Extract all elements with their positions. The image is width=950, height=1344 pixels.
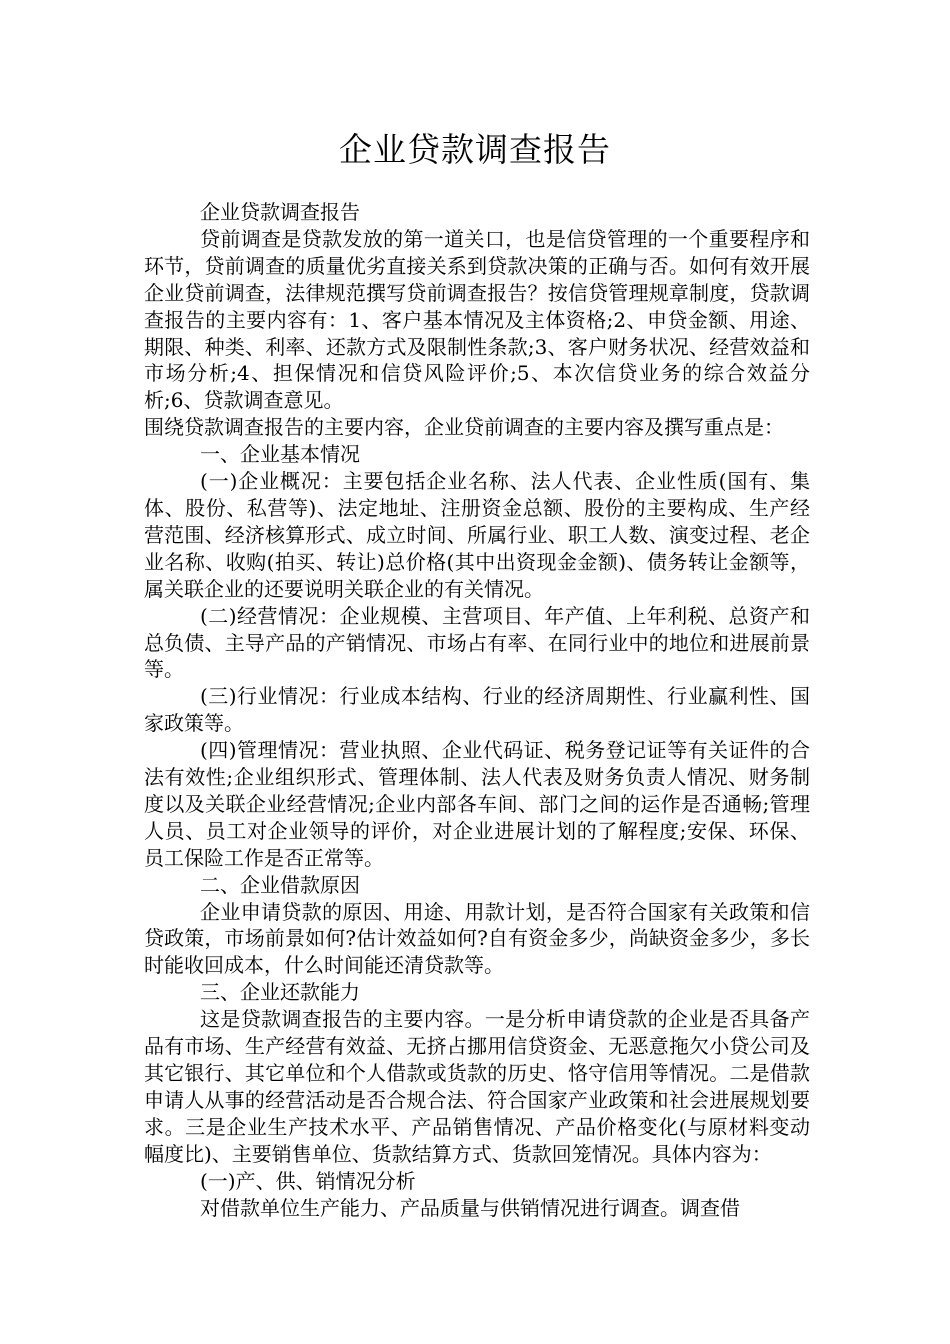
- paragraph: (三)行业情况：行业成本结构、行业的经济周期性、行业赢利性、国家政策等。: [144, 684, 810, 736]
- paragraph: (一)企业概况：主要包括企业名称、法人代表、企业性质(国有、集体、股份、私营等)、法定地址、注册资金总额、股份的主要构成、生产经营范围、经济核算形式、成立时间、所属行业、职工人数、演变过程、老企业名称、收购(拍买、转让)总价格(其中出资现金金额)、债务转让金额等，属关联企业的还要说明关联企业的有关情况。: [144, 469, 810, 601]
- document-body: [144, 199, 810, 1221]
- document-title: 企业贷款调查报告: [339, 130, 611, 169]
- paragraph: (四)管理情况：营业执照、企业代码证、税务登记证等有关证件的合法有效性;企业组织形式、管理体制、法人代表及财务负责人情况、财务制度以及关联企业经营情况;企业内部各车间、部门之间的运作是否通畅;管理人员、员工对企业领导的评价，对企业进展计划的了解程度;安保、环保、员工保险工作是否正常等。: [144, 738, 810, 870]
- paragraph: 围绕贷款调查报告的主要内容，企业贷前调查的主要内容及撰写重点是：: [144, 415, 784, 440]
- paragraph: 贷前调查是贷款发放的第一道关口，也是信贷管理的一个重要程序和环节，贷前调查的质量优劣直接关系到贷款决策的正确与否。如何有效开展企业贷前调查，法律规范撰写贷前调查报告？按信贷管理规章制度，贷款调查报告的主要内容有：1、客户基本情况及主体资格;2、申贷金额、用途、期限、种类、利率、还款方式及限制性条款;3、客户财务状况、经营效益和市场分析;4、担保情况和信贷风险评价;5、本次信贷业务的综合效益分析;6、贷款调查意见。: [144, 226, 810, 413]
- paragraph: 对借款单位生产能力、产品质量与供销情况进行调查。调查借: [200, 1195, 740, 1220]
- paragraph: 企业申请贷款的原因、用途、用款计划，是否符合国家有关政策和信贷政策，市场前景如何?估计效益如何?自有资金多少，尚缺资金多少，多长时能收回成本，什么时间能还清贷款等。: [144, 899, 810, 978]
- subsection-heading: (一)产、供、销情况分析: [200, 1168, 416, 1193]
- section-heading: 三、企业还款能力: [200, 980, 360, 1005]
- paragraph: 企业贷款调查报告: [200, 200, 360, 224]
- section-heading: 二、企业借款原因: [200, 872, 360, 897]
- paragraph: (二)经营情况：企业规模、主营项目、年产值、上年利税、总资产和总负债、主导产品的产销情况、市场占有率、在同行业中的地位和进展前景等。: [144, 603, 810, 682]
- section-heading: 一、企业基本情况: [200, 442, 360, 467]
- paragraph: 这是贷款调查报告的主要内容。一是分析申请贷款的企业是否具备产品有市场、生产经营有效益、无挤占挪用信贷资金、无恶意拖欠小贷公司及其它银行、其它单位和个人借款或货款的历史、恪守信用等情况。二是借款申请人从事的经营活动是否合规合法、符合国家产业政策和社会进展规划要求。三是企业生产技术水平、产品销售情况、产品价格变化(与原材料变动幅度比)、主要销售单位、货款结算方式、货款回笼情况。具体内容为：: [144, 1007, 810, 1166]
